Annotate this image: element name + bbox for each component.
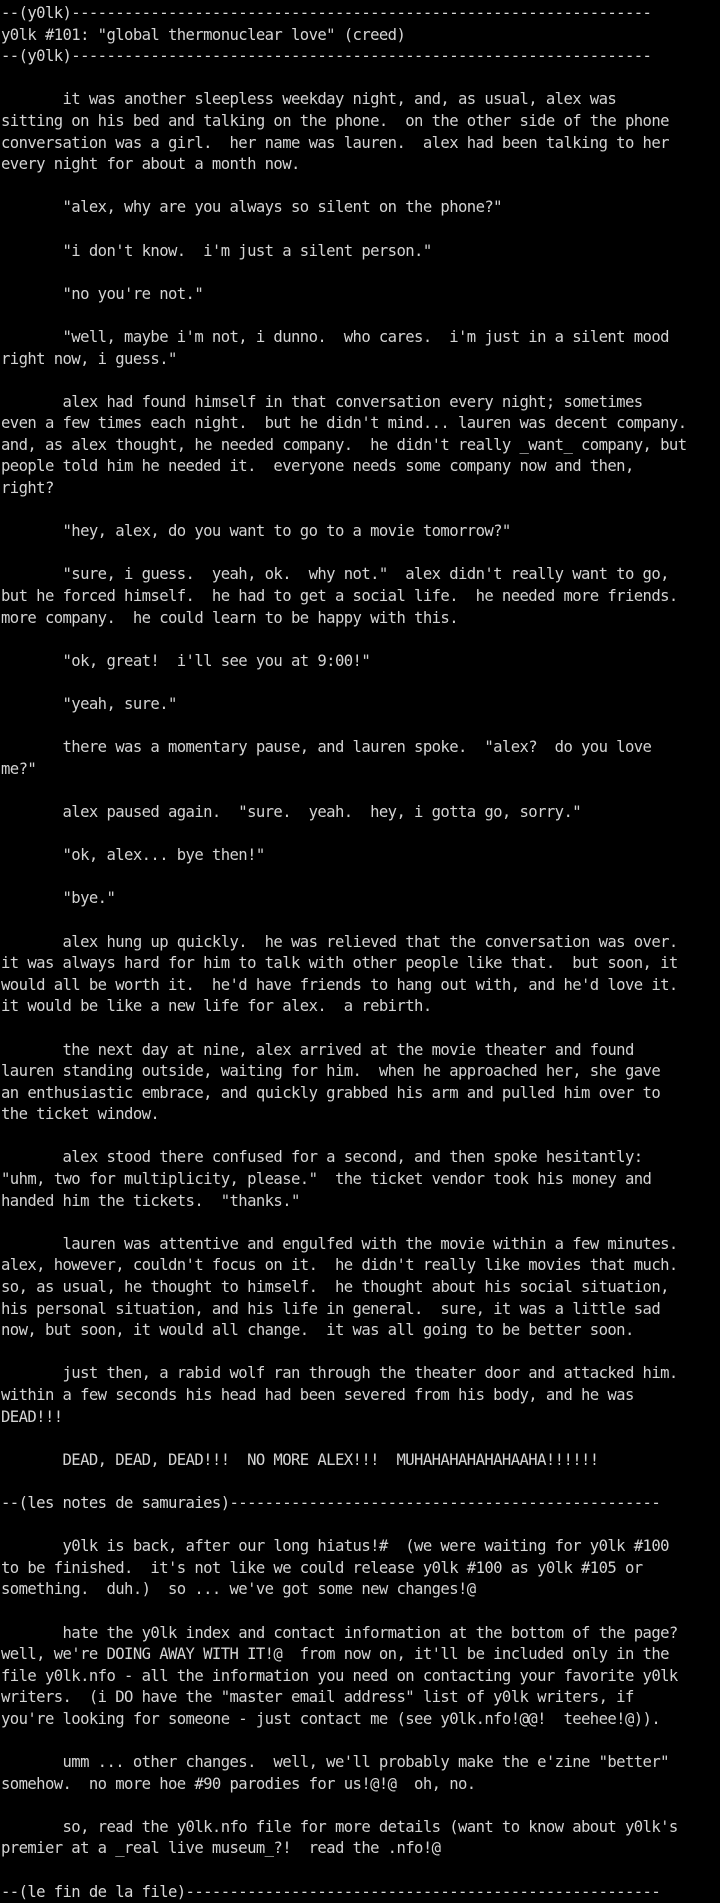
story-line: DEAD, DEAD, DEAD!!! NO MORE ALEX!!! MUHAHAHAHAHAHAAHA!!!!!! xyxy=(1,1450,599,1469)
story-line: "well, maybe i'm not, i dunno. who cares. i'm just in a silent mood xyxy=(1,327,669,346)
blank-line xyxy=(1,68,720,90)
story-line: but he forced himself. he had to get a social life. he needed more friends. xyxy=(1,587,678,606)
notes-line: hate the y0lk index and contact information at the bottom of the page? xyxy=(1,1623,678,1642)
story-line: alex hung up quickly. he was relieved that the conversation was over. xyxy=(1,932,678,951)
story-line: would all be worth it. he'd have friends to hang out with, and he'd love it. xyxy=(1,975,678,994)
story-line: "yeah, sure." xyxy=(1,695,177,713)
story-paragraph xyxy=(1,1040,720,1126)
story-paragraph xyxy=(1,89,720,175)
story-line: every night for about a month now. xyxy=(1,155,300,174)
story-line: "hey, alex, do you want to go to a movie tomorrow?" xyxy=(1,522,511,541)
blank-line xyxy=(1,910,720,932)
story-line: an enthusiastic embrace, and quickly grabbed his arm and pulled him over to xyxy=(1,1083,661,1102)
story-paragraph xyxy=(1,241,720,263)
story-line: lauren was attentive and engulfed with the movie within a few minutes. xyxy=(1,1234,678,1253)
blank-line xyxy=(1,219,720,241)
story-paragraph xyxy=(1,197,720,219)
blank-line xyxy=(1,500,720,522)
blank-line xyxy=(1,672,720,694)
notes-line: somehow. no more hoe #90 parodies for us!@!@ oh, no. xyxy=(1,1774,476,1793)
blank-line xyxy=(1,780,720,802)
notes-section xyxy=(1,1536,720,1882)
story-line: "i don't know. i'm just a silent person." xyxy=(1,241,432,260)
story-section xyxy=(1,89,720,1493)
story-paragraph xyxy=(1,392,720,500)
blank-line xyxy=(1,1342,720,1364)
story-line: it would be like a new life for alex. a rebirth. xyxy=(1,997,432,1016)
story-line: people told him he needed it. everyone needs some company now and then, xyxy=(1,457,634,476)
story-line: DEAD!!! xyxy=(1,1407,63,1426)
story-line: alex, however, couldn't focus on it. he didn't really like movies that much. xyxy=(1,1256,678,1275)
story-line: "bye." xyxy=(1,889,116,908)
notes-line: so, read the y0lk.nfo file for more details (want to know about y0lk's xyxy=(1,1817,678,1836)
notes-line: writers. (i DO have the "master email address" list of y0lk writers, if xyxy=(1,1688,634,1707)
blank-line xyxy=(1,370,720,392)
notes-line: to be finished. it's not like we could release y0lk #100 as y0lk #105 or xyxy=(1,1558,643,1577)
story-line: now, but soon, it would all change. it was all going to be better soon. xyxy=(1,1321,634,1340)
story-paragraph xyxy=(1,1234,720,1342)
story-paragraph xyxy=(1,1147,720,1212)
blank-line xyxy=(1,1471,720,1493)
story-line: alex stood there confused for a second, and then spoke hesitantly: xyxy=(1,1148,643,1167)
blank-line xyxy=(1,1018,720,1040)
notes-line: premier at a _real live museum_?! read the .nfo!@ xyxy=(1,1839,441,1858)
story-line: "no you're not." xyxy=(1,284,204,303)
story-line: alex had found himself in that conversation every night; sometimes xyxy=(1,392,643,411)
header-top-rule: --(y0lk)------------------------------------------------------------------ xyxy=(1,4,652,22)
blank-line xyxy=(1,262,720,284)
story-line: me?" xyxy=(1,759,37,778)
notes-line: y0lk is back, after our long hiatus!# (we were waiting for y0lk #100 xyxy=(1,1537,669,1556)
blank-line xyxy=(1,1795,720,1817)
blank-line xyxy=(1,1731,720,1753)
blank-line xyxy=(1,176,720,198)
story-paragraph xyxy=(1,802,720,824)
story-paragraph xyxy=(1,564,720,629)
blank-line xyxy=(1,1601,720,1623)
blank-line xyxy=(1,1212,720,1234)
story-line: "ok, alex... bye then!" xyxy=(1,846,265,865)
notes-line: something. duh.) so ... we've got some new changes!@ xyxy=(1,1580,476,1599)
story-line: and, as alex thought, he needed company. he didn't really _want_ company, but xyxy=(1,435,687,454)
notes-paragraph xyxy=(1,1752,720,1795)
document-title: y0lk #101: "global thermonuclear love" (creed) xyxy=(1,25,406,44)
story-paragraph xyxy=(1,521,720,543)
story-line: the next day at nine, alex arrived at the movie theater and found xyxy=(1,1040,634,1059)
story-line: alex paused again. "sure. yeah. hey, i gotta go, sorry." xyxy=(1,802,582,821)
notes-line: well, we're DOING AWAY WITH IT!@ from now on, it'll be included only in the xyxy=(1,1645,669,1664)
story-line: conversation was a girl. her name was lauren. alex had been talking to her xyxy=(1,133,669,152)
story-line: right now, i guess." xyxy=(1,349,177,368)
blank-line xyxy=(1,824,720,846)
story-line: it was another sleepless weekday night, and, as usual, alex was xyxy=(1,90,617,109)
story-paragraph xyxy=(1,932,720,1018)
blank-line xyxy=(1,305,720,327)
story-paragraph xyxy=(1,284,720,306)
blank-line xyxy=(1,1428,720,1450)
blank-line xyxy=(1,716,720,738)
story-line: even a few times each night. but he didn't mind... lauren was decent company. xyxy=(1,414,687,433)
story-paragraph xyxy=(1,737,720,780)
story-line: it was always hard for him to talk with other people like that. but soon, it xyxy=(1,954,678,973)
notes-line: umm ... other changes. well, we'll probably make the e'zine "better" xyxy=(1,1753,669,1772)
notes-paragraph xyxy=(1,1817,720,1860)
notes-line: file y0lk.nfo - all the information you need on contacting your favorite y0lk xyxy=(1,1666,678,1685)
footer-rule: --(le fin de la file)------------------------------------------------------ xyxy=(1,1882,661,1901)
story-paragraph xyxy=(1,651,720,673)
blank-line xyxy=(1,629,720,651)
blank-line xyxy=(1,1515,720,1537)
notes-paragraph xyxy=(1,1623,720,1731)
story-line: the ticket window. xyxy=(1,1105,160,1124)
notes-rule: --(les notes de samuraies)------------------------------------------------- xyxy=(1,1493,661,1512)
story-paragraph xyxy=(1,694,720,716)
story-paragraph xyxy=(1,845,720,867)
story-paragraph xyxy=(1,1363,720,1428)
story-line: more company. he could learn to be happy with this. xyxy=(1,608,458,627)
story-line: within a few seconds his head had been severed from his body, and he was xyxy=(1,1386,634,1404)
story-line: just then, a rabid wolf ran through the theater door and attacked him. xyxy=(1,1364,678,1383)
story-line: right? xyxy=(1,479,54,498)
story-paragraph xyxy=(1,1450,720,1472)
notes-paragraph xyxy=(1,1536,720,1601)
blank-line xyxy=(1,543,720,565)
story-line: "alex, why are you always so silent on the phone?" xyxy=(1,198,502,217)
story-line: "ok, great! i'll see you at 9:00!" xyxy=(1,651,371,670)
story-line: "sure, i guess. yeah, ok. why not." alex didn't really want to go, xyxy=(1,565,669,584)
blank-line xyxy=(1,867,720,889)
blank-line xyxy=(1,1126,720,1148)
story-line: sitting on his bed and talking on the phone. on the other side of the phone xyxy=(1,111,669,130)
story-line: there was a momentary pause, and lauren spoke. "alex? do you love xyxy=(1,738,652,757)
notes-line: you're looking for someone - just contact me (see y0lk.nfo!@@! teehee!@)). xyxy=(1,1709,661,1728)
header-bottom-rule: --(y0lk)------------------------------------------------------------------ xyxy=(1,47,652,66)
story-line: his personal situation, and his life in general. sure, it was a little sad xyxy=(1,1299,661,1318)
story-paragraph xyxy=(1,888,720,910)
story-line: lauren standing outside, waiting for him. when he approached her, she gave xyxy=(1,1062,661,1081)
story-paragraph xyxy=(1,327,720,370)
story-line: handed him the tickets. "thanks." xyxy=(1,1191,300,1210)
story-line: "uhm, two for multiplicity, please." the ticket vendor took his money and xyxy=(1,1170,652,1189)
story-line: so, as usual, he thought to himself. he thought about his social situation, xyxy=(1,1278,669,1297)
blank-line xyxy=(1,1860,720,1882)
